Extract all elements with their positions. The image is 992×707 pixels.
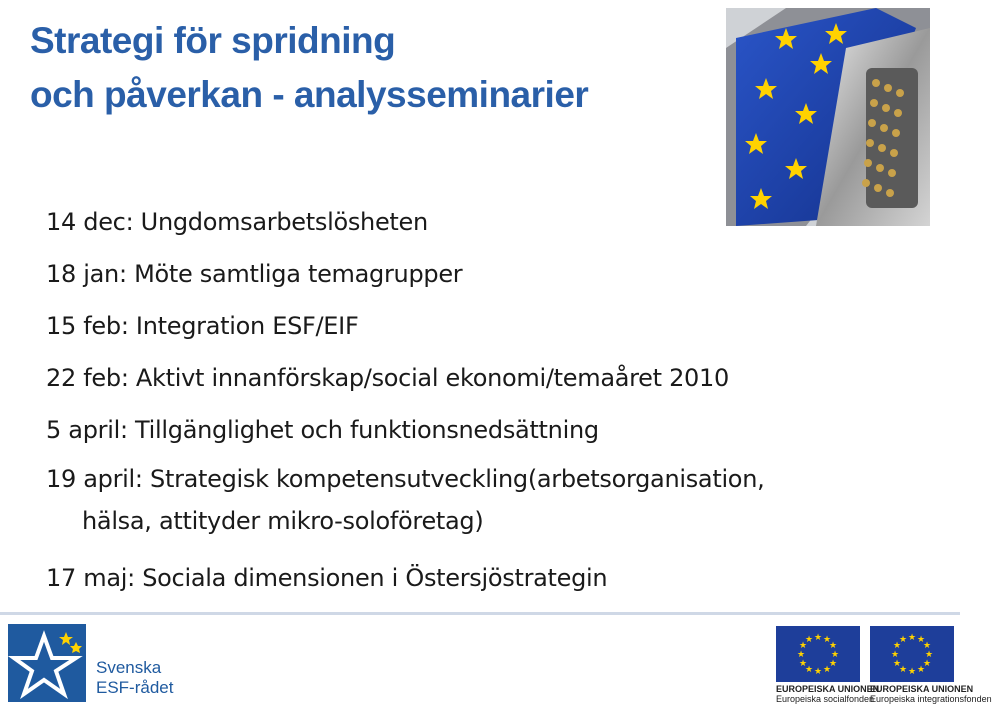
eu-flag-icon bbox=[776, 626, 860, 682]
svg-text:★: ★ bbox=[804, 635, 814, 645]
esf-line-2: ESF-rådet bbox=[96, 678, 174, 697]
svg-text:★: ★ bbox=[804, 665, 814, 675]
svg-text:★: ★ bbox=[916, 665, 926, 675]
eu-label-line-1: EUROPEISKA UNIONEN bbox=[870, 684, 974, 694]
seminar-list bbox=[46, 198, 946, 606]
svg-text:★: ★ bbox=[924, 650, 934, 660]
list-item: 14 dec: Ungdomsarbetslösheten bbox=[46, 208, 428, 236]
svg-text:★: ★ bbox=[922, 641, 932, 651]
svg-text:★: ★ bbox=[892, 659, 902, 669]
svg-text:★: ★ bbox=[907, 633, 917, 643]
svg-text:★: ★ bbox=[898, 665, 908, 675]
svg-text:★: ★ bbox=[798, 659, 808, 669]
svg-text:★: ★ bbox=[828, 641, 838, 651]
svg-text:★: ★ bbox=[813, 633, 823, 643]
list-item: 5 april: Tillgänglighet och funktionsnedsättning bbox=[46, 416, 599, 444]
list-item: 17 maj: Sociala dimensionen i Östersjöstrategin bbox=[46, 564, 608, 592]
svg-text:★: ★ bbox=[828, 659, 838, 669]
svg-text:★: ★ bbox=[822, 665, 832, 675]
list-item bbox=[46, 458, 946, 554]
list-item: 22 feb: Aktivt innanförskap/social ekonomi/temaåret 2010 bbox=[46, 364, 729, 392]
esf-line-1: Svenska bbox=[96, 658, 162, 677]
eu-integrationsfond-label bbox=[870, 684, 992, 704]
svg-text:★: ★ bbox=[813, 667, 823, 677]
svg-text:★: ★ bbox=[898, 635, 908, 645]
eu-flag-icon bbox=[870, 626, 954, 682]
eu-flag-connector-photo-icon bbox=[726, 8, 930, 226]
eu-label-line-2: Europeiska socialfonden bbox=[776, 694, 875, 704]
footer-divider bbox=[0, 612, 960, 615]
esf-radet-logo bbox=[8, 624, 178, 702]
svg-text:★: ★ bbox=[798, 641, 808, 651]
slide-title bbox=[30, 14, 710, 122]
svg-text:★: ★ bbox=[830, 650, 840, 660]
esf-radet-label bbox=[96, 658, 173, 698]
svg-text:★: ★ bbox=[922, 659, 932, 669]
svg-text:★: ★ bbox=[822, 635, 832, 645]
eu-socialfond-label bbox=[776, 684, 879, 704]
svg-text:★: ★ bbox=[892, 641, 902, 651]
svg-text:★: ★ bbox=[916, 635, 926, 645]
list-item-line-2: hälsa, attityder mikro-soloföretag) bbox=[82, 507, 484, 535]
svg-text:★: ★ bbox=[796, 650, 806, 660]
title-line-1: Strategi för spridning bbox=[30, 20, 396, 61]
list-item-line-1: 19 april: Strategisk kompetensutveckling(arbetsorganisation, bbox=[46, 465, 765, 493]
list-item: 15 feb: Integration ESF/EIF bbox=[46, 312, 359, 340]
svg-text:★: ★ bbox=[890, 650, 900, 660]
list-item: 18 jan: Möte samtliga temagrupper bbox=[46, 260, 463, 288]
title-line-2: och påverkan - analysseminarier bbox=[30, 74, 589, 115]
esf-star-logo-icon bbox=[8, 624, 86, 702]
eu-label-line-2: Europeiska integrationsfonden bbox=[870, 694, 992, 704]
eu-label-line-1: EUROPEISKA UNIONEN bbox=[776, 684, 880, 694]
svg-text:★: ★ bbox=[907, 667, 917, 677]
